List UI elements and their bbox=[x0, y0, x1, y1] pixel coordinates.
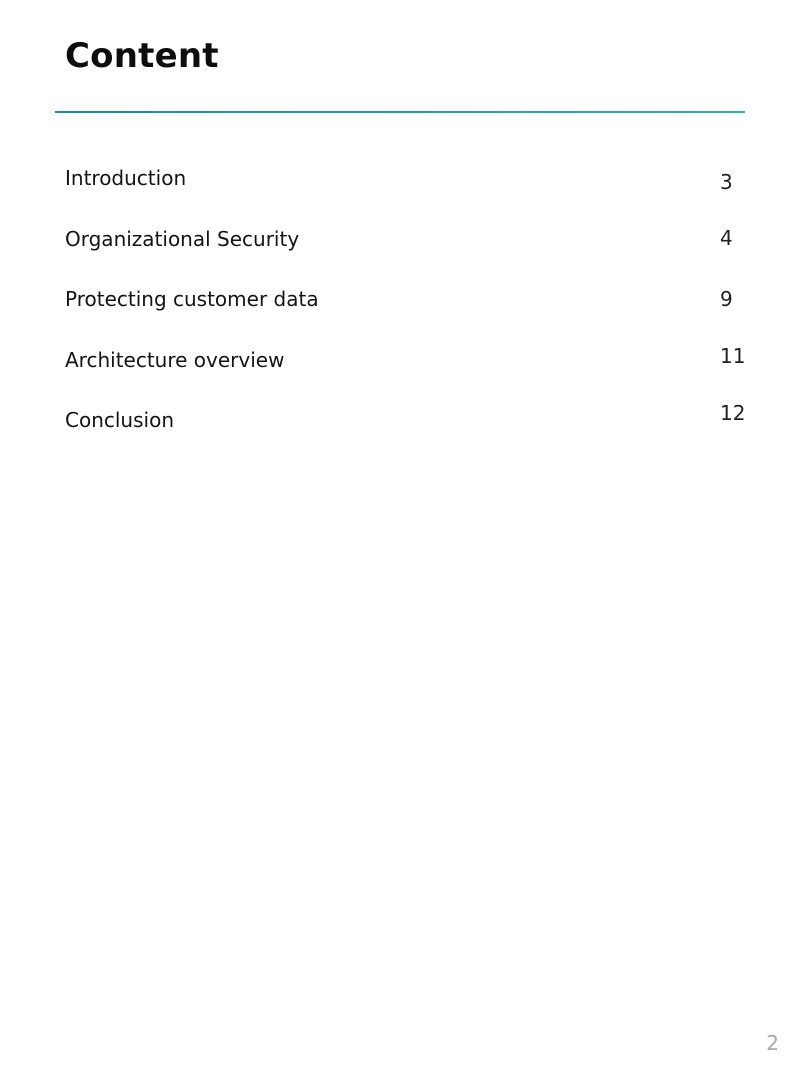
toc-entry-introduction[interactable] bbox=[65, 166, 745, 227]
page-title: Content bbox=[65, 36, 219, 76]
page-number: 2 bbox=[766, 1031, 779, 1055]
toc-entry-conclusion[interactable] bbox=[65, 401, 746, 469]
toc-entry-label: Conclusion bbox=[65, 408, 174, 432]
toc-entry-page: 3 bbox=[720, 170, 733, 194]
toc-entry-label: Organizational Security bbox=[65, 226, 300, 251]
toc-entry-page: 4 bbox=[720, 225, 733, 250]
toc-entry-architecture-overview[interactable] bbox=[65, 343, 746, 409]
toc-entry-organizational-security[interactable] bbox=[65, 227, 745, 288]
toc-entry-page: 9 bbox=[720, 287, 733, 311]
table-of-contents bbox=[65, 166, 745, 469]
toc-entry-label: Introduction bbox=[65, 166, 187, 190]
toc-entry-protecting-customer-data[interactable] bbox=[65, 287, 745, 348]
toc-entry-label: Architecture overview bbox=[65, 347, 285, 372]
toc-entry-label: Protecting customer data bbox=[65, 287, 319, 311]
title-divider bbox=[55, 111, 745, 113]
toc-entry-page: 11 bbox=[720, 343, 746, 368]
toc-entry-page: 12 bbox=[720, 401, 746, 425]
